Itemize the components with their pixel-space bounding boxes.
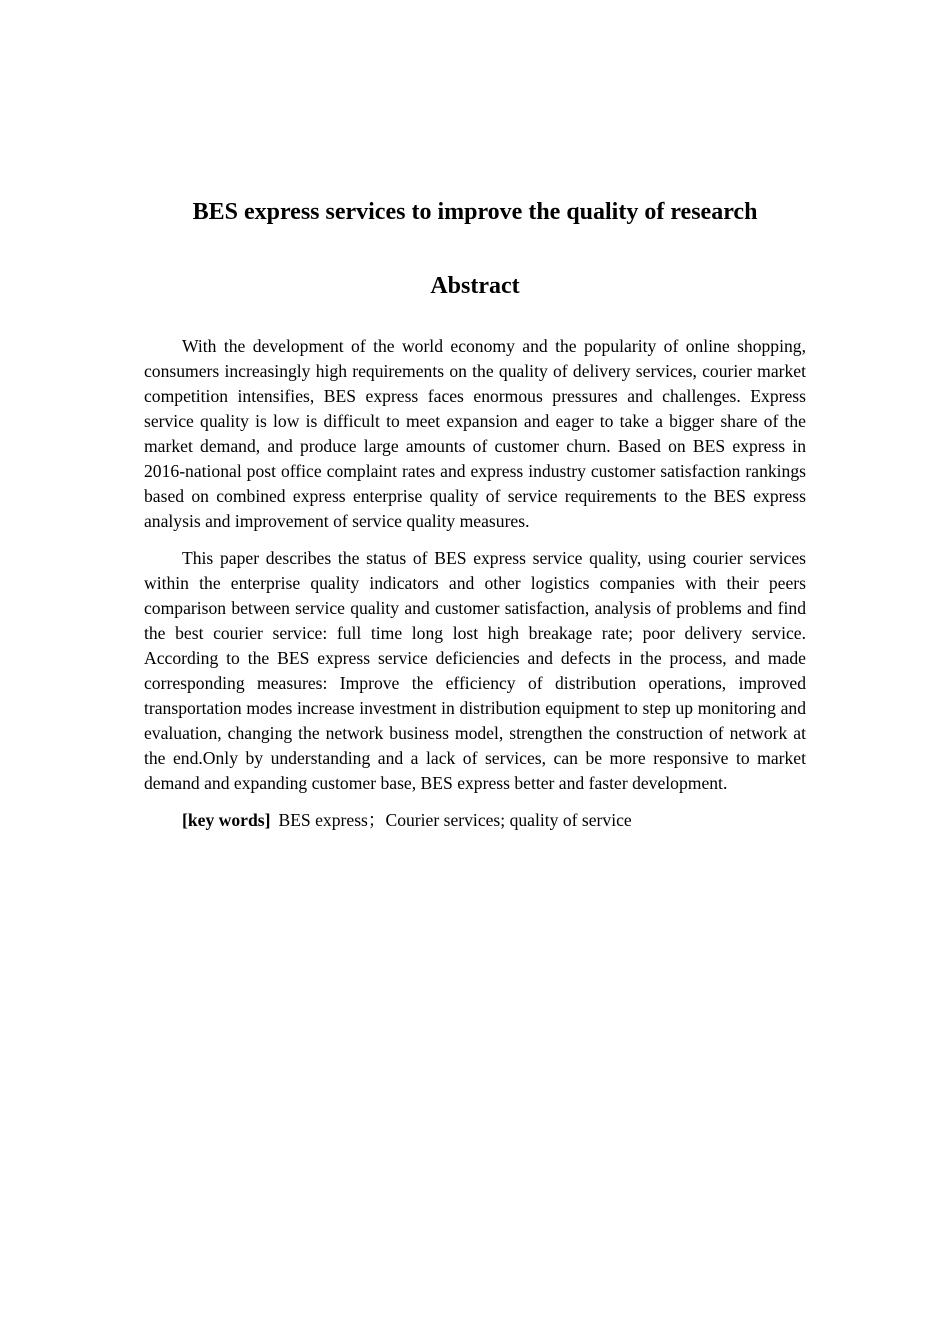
abstract-body xyxy=(144,334,806,833)
keywords-label: [key words] xyxy=(182,810,271,830)
page-content xyxy=(144,196,806,833)
abstract-heading: Abstract xyxy=(430,273,520,299)
document-title: BES express services to improve the quality of research xyxy=(192,199,758,225)
abstract-paragraph-1: With the development of the world economy and the popularity of online shopping, consumers increasingly high requirements on the quality of delivery services, courier market competition intensifies, BES express faces enormous pressures and challenges. Express service quality is low is difficult to meet expansion and eager to take a bigger share of the market demand, and produce large amounts of customer churn. Based on BES express in 2016-national post office complaint rates and express industry customer satisfaction rankings based on combined express enterprise quality of service requirements to the BES express analysis and improvement of service quality measures. xyxy=(144,336,806,531)
abstract-paragraph-2: This paper describes the status of BES express service quality, using courier services within the enterprise quality indicators and other logistics companies with their peers comparison between service quality and customer satisfaction, analysis of problems and find the best courier service: full time long lost high breakage rate; poor delivery service. According to the BES express service deficiencies and defects in the process, and made corresponding measures: Improve the efficiency of distribution operations, improved transportation modes increase investment in distribution equipment to step up monitoring and evaluation, changing the network business model, strengthen the construction of network at the end.Only by understanding and a lack of services, can be more responsive to market demand and expanding customer base, BES express better and faster development. xyxy=(144,548,806,793)
keywords-text: BES express；Courier services; quality of service xyxy=(278,810,632,830)
keywords-line xyxy=(144,808,806,833)
